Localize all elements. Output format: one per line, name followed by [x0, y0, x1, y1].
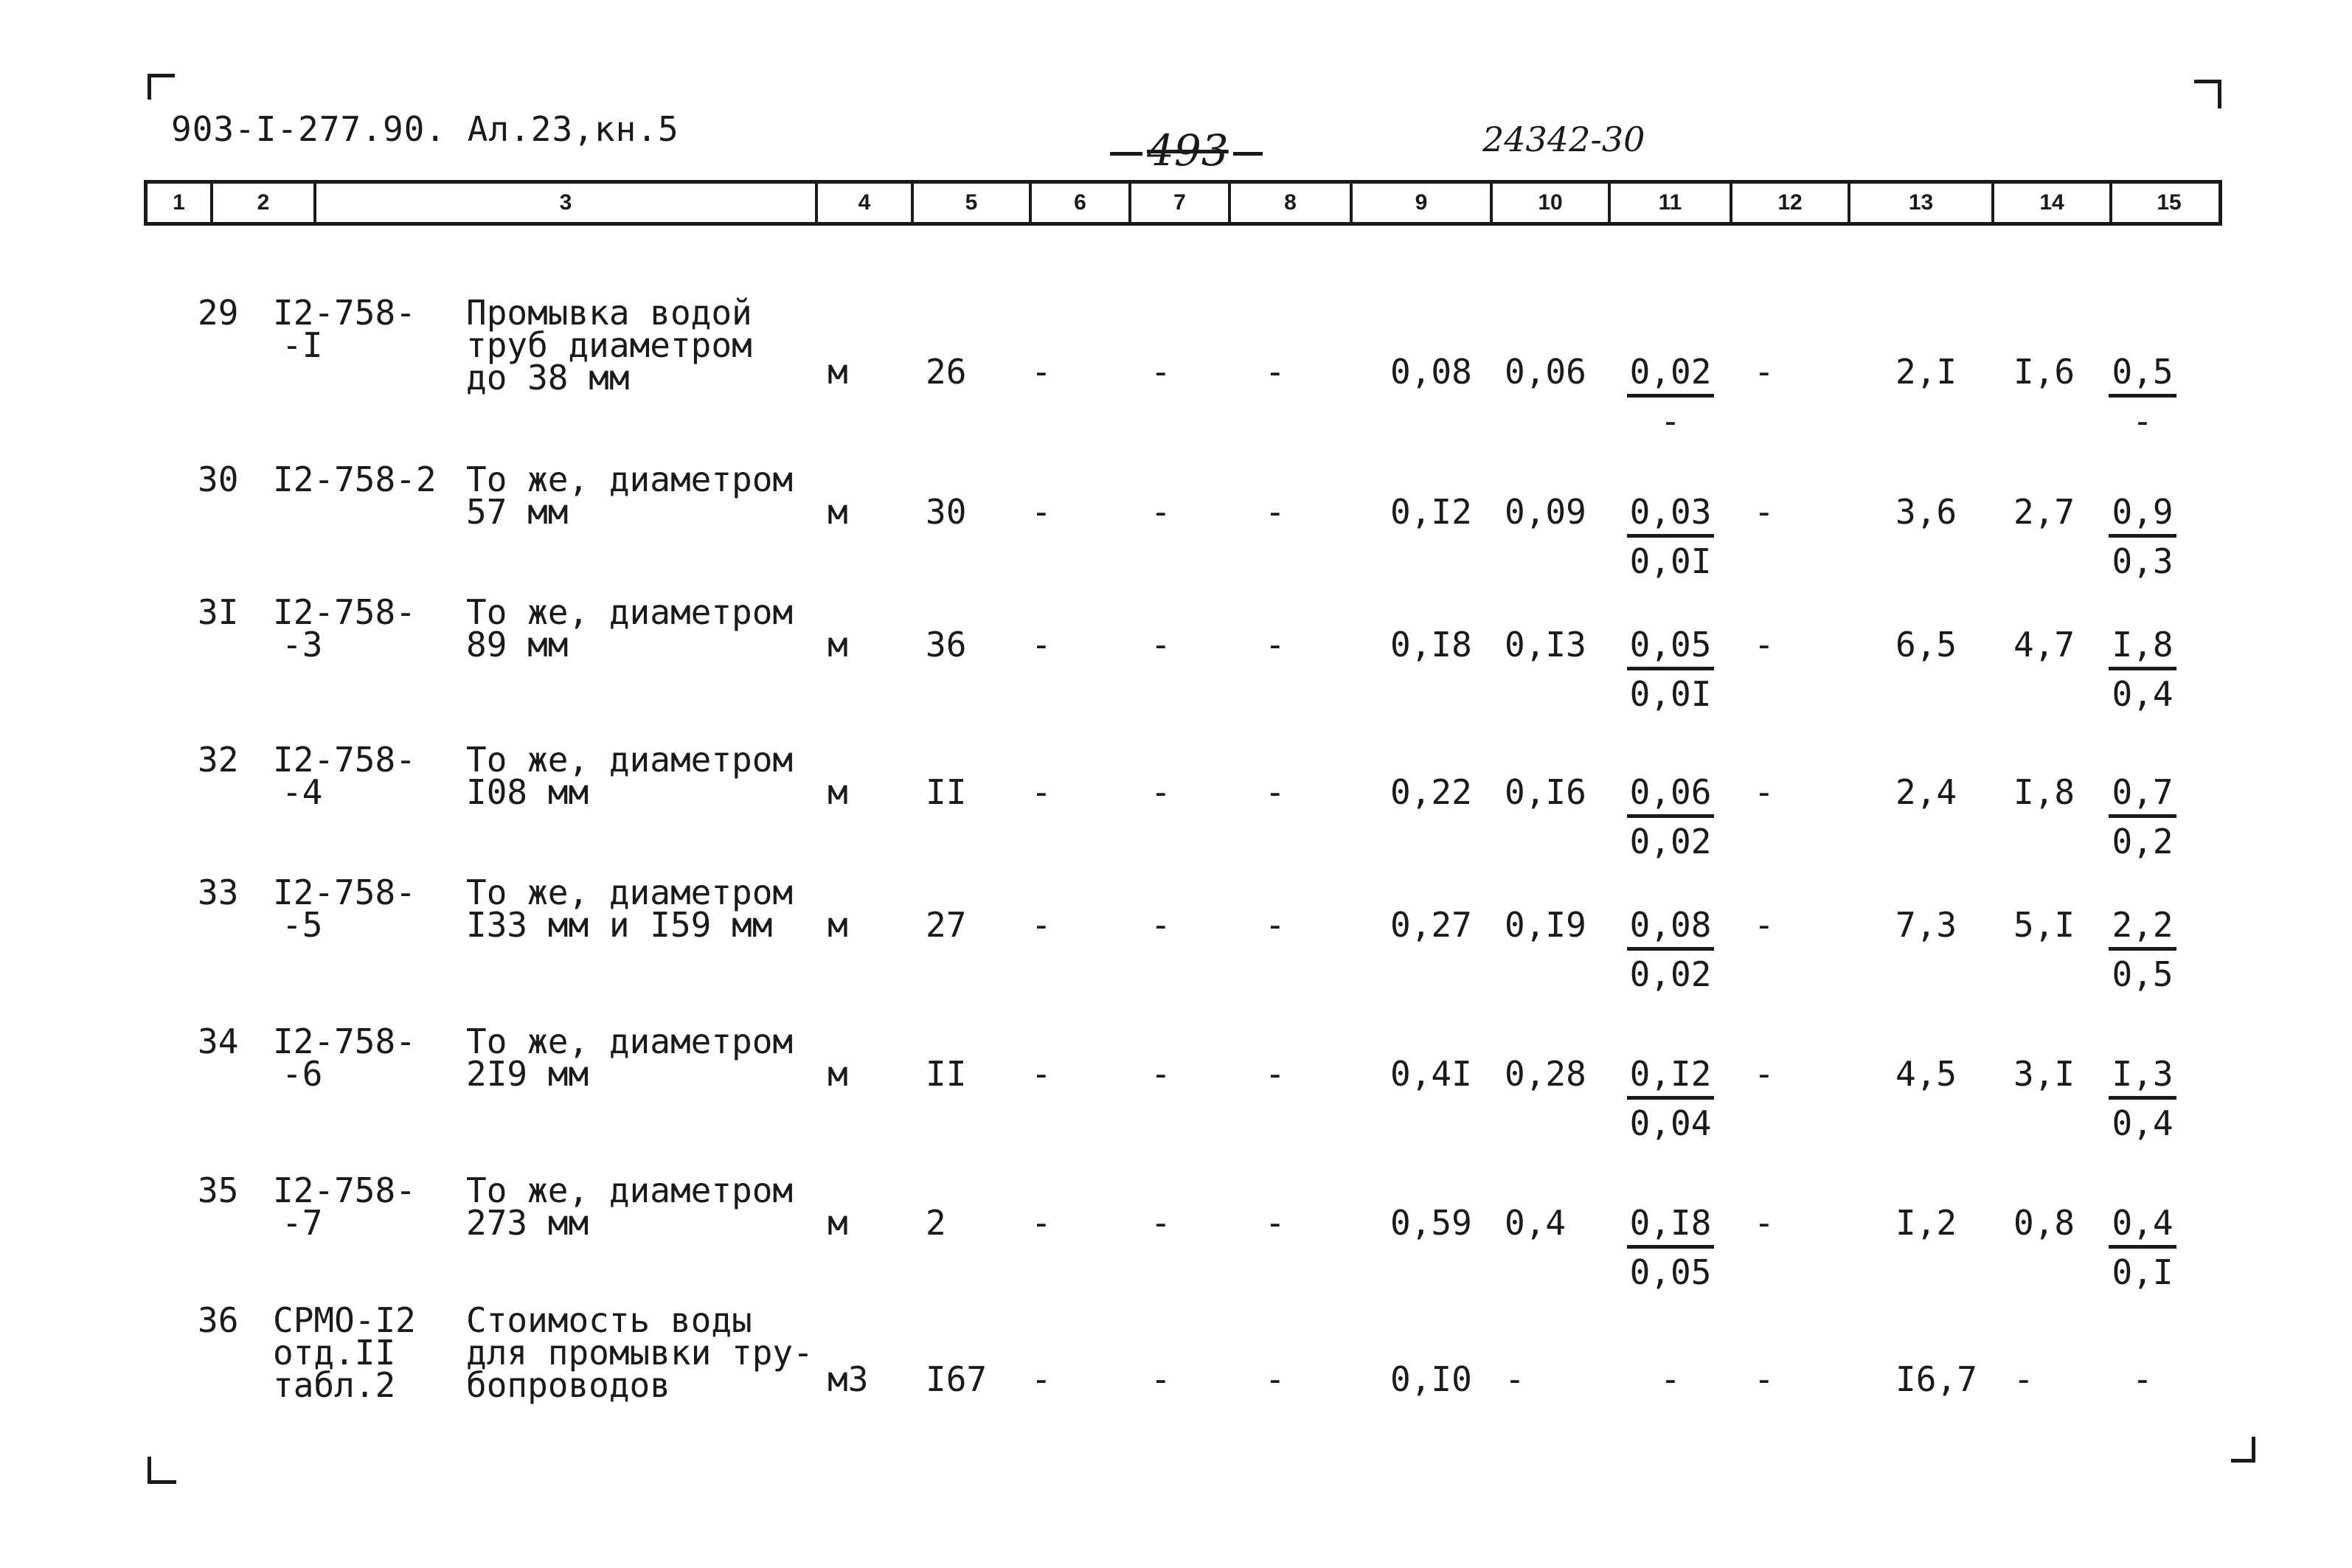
col-12-value: - [1754, 1054, 1775, 1094]
work-description-line: То же, диаметром [466, 1170, 794, 1210]
rate-code-line: I2-758- [273, 592, 416, 632]
row-number: 30 [198, 459, 239, 499]
col-9-value: 0,I8 [1390, 625, 1472, 665]
col-7-value: - [1151, 492, 1171, 532]
rate-code [273, 873, 416, 945]
unit-of-measure: м [828, 352, 848, 392]
col-12-value: - [1754, 492, 1775, 532]
unit-of-measure: м [828, 625, 848, 665]
col-15-fraction-numerator: I,3 [2109, 1058, 2176, 1100]
work-description-line: для промывки тру- [466, 1333, 814, 1373]
column-number-1: 1 [173, 190, 185, 215]
col-6-value: - [1031, 1203, 1052, 1243]
work-description [466, 1021, 794, 1094]
col-11-fraction-numerator: 0,I8 [1627, 1207, 1715, 1249]
work-description-line: То же, диаметром [466, 459, 794, 499]
col-7-value: - [1151, 905, 1171, 945]
col-9-value: 0,4I [1390, 1054, 1472, 1094]
work-description-line: 2I9 мм [466, 1054, 589, 1094]
rate-code [273, 740, 416, 812]
col-7-value: - [1151, 352, 1171, 392]
col-14-value: 4,7 [2013, 625, 2075, 665]
col-15-fraction [2061, 1054, 2224, 1143]
col-10-value: 0,06 [1505, 352, 1586, 392]
col-13-value: 2,I [1895, 352, 1957, 392]
col-14-value: 2,7 [2013, 492, 2075, 532]
col-15-fraction-numerator: - [2132, 1359, 2153, 1399]
col-15-fraction-denominator: - [2132, 401, 2153, 441]
col-11-fraction [1589, 772, 1752, 861]
col-15-fraction-denominator: 0,3 [2112, 541, 2174, 581]
col-6-value: - [1031, 1359, 1052, 1399]
col-11-fraction-numerator: 0,03 [1627, 496, 1715, 538]
rate-code [273, 293, 416, 365]
col-7-value: - [1151, 772, 1171, 812]
col-9-value: 0,I2 [1390, 492, 1472, 532]
col-8-value: - [1265, 1359, 1286, 1399]
col-13-value: I,2 [1895, 1203, 1957, 1243]
col-11-fraction [1589, 1359, 1752, 1409]
col-7-value: - [1151, 1054, 1171, 1094]
rate-code-line: СРМО-I2 [273, 1300, 416, 1340]
column-number-14: 14 [1991, 184, 2109, 222]
col-12-value: - [1754, 905, 1775, 945]
unit-of-measure: м [828, 492, 848, 532]
rate-code [273, 1021, 416, 1094]
column-number-6: 6 [1029, 184, 1128, 222]
col-9-value: 0,08 [1390, 352, 1472, 392]
unit-of-measure: м3 [828, 1359, 869, 1399]
work-description-line: труб диаметром [466, 325, 752, 365]
col-14-value: I,6 [2013, 352, 2075, 392]
col-6-value: - [1031, 772, 1052, 812]
work-description-line: Промывка водой [466, 293, 752, 333]
col-10-value: 0,I3 [1505, 625, 1586, 665]
col-11-fraction [1589, 625, 1752, 714]
column-number-13: 13 [1848, 184, 1991, 222]
col-15-fraction-denominator: 0,4 [2112, 674, 2174, 714]
rate-code-line: I2-758- [273, 873, 416, 912]
crop-mark-bottom-right [2231, 1437, 2255, 1463]
document-code: 24342-30 [1482, 119, 1645, 159]
col-13-value: 3,6 [1895, 492, 1957, 532]
col-15-fraction-denominator: 0,I [2112, 1252, 2174, 1292]
rate-code-line: -4 [282, 772, 323, 812]
work-description-line: до 38 мм [466, 358, 630, 398]
quantity: II [926, 772, 967, 812]
col-14-value: I,8 [2013, 772, 2075, 812]
rate-code [273, 1300, 416, 1405]
row-number: 35 [198, 1170, 239, 1210]
rate-code-line: -3 [282, 625, 323, 665]
col-10-value: - [1505, 1359, 1525, 1399]
column-number-10: 10 [1490, 184, 1608, 222]
col-14-value: 3,I [2013, 1054, 2075, 1094]
column-number-8: 8 [1228, 184, 1350, 222]
rate-code-line: I2-758- [273, 293, 416, 333]
row-number: 36 [198, 1300, 239, 1340]
col-11-fraction-numerator: 0,02 [1627, 355, 1715, 398]
col-6-value: - [1031, 905, 1052, 945]
col-6-value: - [1031, 352, 1052, 392]
col-7-value: - [1151, 1359, 1171, 1399]
col-15-fraction-denominator: 0,5 [2112, 954, 2174, 994]
rate-code-line: -7 [282, 1203, 323, 1243]
col-12-value: - [1754, 352, 1775, 392]
col-11-fraction-numerator: 0,05 [1627, 628, 1715, 670]
col-9-value: 0,27 [1390, 905, 1472, 945]
crop-mark-top-left [148, 74, 175, 100]
col-11-fraction-denominator [1589, 1401, 1752, 1409]
work-description [466, 1300, 814, 1405]
column-number-3: 3 [313, 184, 815, 222]
col-15-fraction-numerator: 0,5 [2109, 355, 2176, 398]
col-14-value: - [2013, 1359, 2034, 1399]
col-12-value: - [1754, 1203, 1775, 1243]
col-9-value: 0,I0 [1390, 1359, 1472, 1399]
rate-code-line: табл.2 [273, 1365, 396, 1405]
col-8-value: - [1265, 905, 1286, 945]
work-description [466, 293, 752, 398]
column-number-9: 9 [1350, 184, 1490, 222]
work-description-line: 89 мм [466, 625, 569, 665]
col-11-fraction [1589, 1054, 1752, 1143]
quantity: 30 [926, 492, 967, 532]
col-8-value: - [1265, 625, 1286, 665]
col-11-fraction [1589, 1203, 1752, 1292]
rate-code [273, 1170, 416, 1243]
col-12-value: - [1754, 772, 1775, 812]
col-6-value: - [1031, 625, 1052, 665]
col-7-value: - [1151, 1203, 1171, 1243]
column-number-7: 7 [1128, 184, 1228, 222]
col-15-fraction-denominator [2061, 1401, 2224, 1409]
work-description-line: Стоимость воды [466, 1300, 752, 1340]
col-10-value: 0,I9 [1505, 905, 1586, 945]
row-number: 29 [198, 293, 239, 333]
col-15-fraction [2061, 1359, 2224, 1409]
col-10-value: 0,4 [1505, 1203, 1567, 1243]
col-15-fraction [2061, 905, 2224, 994]
rate-code-line: отд.II [273, 1333, 396, 1373]
col-11-fraction-numerator: 0,I2 [1627, 1058, 1715, 1100]
col-8-value: - [1265, 352, 1286, 392]
col-11-fraction-numerator: 0,08 [1627, 909, 1715, 951]
column-number-12: 12 [1730, 184, 1848, 222]
quantity: I67 [926, 1359, 988, 1399]
rate-code-line: I2-758- [273, 740, 416, 780]
col-15-fraction-numerator: 2,2 [2109, 909, 2176, 951]
row-number: 32 [198, 740, 239, 780]
work-description-line: бопроводов [466, 1365, 670, 1405]
col-8-value: - [1265, 1054, 1286, 1094]
row-number: 33 [198, 873, 239, 912]
col-15-fraction-numerator: 0,7 [2109, 776, 2176, 818]
col-15-fraction [2061, 772, 2224, 861]
col-11-fraction-denominator: 0,0I [1629, 674, 1712, 714]
row-number: 3I [198, 592, 239, 632]
work-description [466, 740, 794, 812]
crop-mark-bottom-left [148, 1457, 176, 1484]
col-11-fraction-numerator: - [1660, 1359, 1681, 1399]
work-description-line: То же, диаметром [466, 592, 794, 632]
col-15-fraction-denominator: 0,2 [2112, 822, 2174, 861]
rate-code-line: -I [282, 325, 323, 365]
col-12-value: - [1754, 625, 1775, 665]
col-15-fraction-numerator: 0,9 [2109, 496, 2176, 538]
col-11-fraction-denominator: - [1660, 401, 1681, 441]
col-15-fraction-numerator: I,8 [2109, 628, 2176, 670]
col-15-fraction [2061, 492, 2224, 581]
rate-code-line: I2-758- [273, 1021, 416, 1061]
rate-code [273, 459, 437, 499]
col-13-value: 4,5 [1895, 1054, 1957, 1094]
quantity: 26 [926, 352, 967, 392]
column-number-bar [144, 180, 2222, 226]
work-description [466, 1170, 794, 1243]
quantity: 27 [926, 905, 967, 945]
work-description-line: I08 мм [466, 772, 589, 812]
work-description-line: I33 мм и I59 мм [466, 905, 773, 945]
unit-of-measure: м [828, 905, 848, 945]
column-number-11: 11 [1608, 184, 1730, 222]
column-number-15: 15 [2109, 184, 2226, 222]
col-8-value: - [1265, 772, 1286, 812]
rate-code-line: -5 [282, 905, 323, 945]
col-11-fraction-denominator: 0,04 [1629, 1103, 1712, 1143]
work-description [466, 592, 794, 665]
col-10-value: 0,I6 [1505, 772, 1586, 812]
col-14-value: 5,I [2013, 905, 2075, 945]
column-number-4: 4 [815, 184, 911, 222]
col-11-fraction [1589, 905, 1752, 994]
col-8-value: - [1265, 1203, 1286, 1243]
col-11-fraction-numerator: 0,06 [1627, 776, 1715, 818]
col-13-value: 6,5 [1895, 625, 1957, 665]
col-10-value: 0,09 [1505, 492, 1586, 532]
col-9-value: 0,22 [1390, 772, 1472, 812]
col-13-value: I6,7 [1895, 1359, 1977, 1399]
col-11-fraction [1589, 352, 1752, 441]
work-description [466, 459, 794, 532]
col-9-value: 0,59 [1390, 1203, 1472, 1243]
col-15-fraction [2061, 352, 2224, 441]
work-description-line: То же, диаметром [466, 740, 794, 780]
col-6-value: - [1031, 492, 1052, 532]
col-7-value: - [1151, 625, 1171, 665]
rate-code-line: -6 [282, 1054, 323, 1094]
col-8-value: - [1265, 492, 1286, 532]
quantity: 2 [926, 1203, 946, 1243]
col-15-fraction-denominator: 0,4 [2112, 1103, 2174, 1143]
col-6-value: - [1031, 1054, 1052, 1094]
rate-code-line: I2-758-2 [273, 459, 437, 499]
col-11-fraction-denominator: 0,02 [1629, 954, 1712, 994]
document-reference: 903-I-277.90. Ал.23,кн.5 [171, 109, 679, 149]
work-description-line: То же, диаметром [466, 873, 794, 912]
rate-code [273, 592, 416, 665]
rate-code-line: I2-758- [273, 1170, 416, 1210]
col-14-value: 0,8 [2013, 1203, 2075, 1243]
col-10-value: 0,28 [1505, 1054, 1586, 1094]
crop-mark-top-right [2194, 80, 2221, 108]
page-number: 493 [1110, 125, 1263, 176]
col-13-value: 2,4 [1895, 772, 1957, 812]
work-description [466, 873, 794, 945]
col-13-value: 7,3 [1895, 905, 1957, 945]
quantity: 36 [926, 625, 967, 665]
unit-of-measure: м [828, 1203, 848, 1243]
unit-of-measure: м [828, 772, 848, 812]
col-11-fraction-denominator: 0,02 [1629, 822, 1712, 861]
col-15-fraction-numerator: 0,4 [2109, 1207, 2176, 1249]
row-number: 34 [198, 1021, 239, 1061]
col-11-fraction [1589, 492, 1752, 581]
col-12-value: - [1754, 1359, 1775, 1399]
col-15-fraction [2061, 625, 2224, 714]
work-description-line: То же, диаметром [466, 1021, 794, 1061]
col-15-fraction [2061, 1203, 2224, 1292]
column-number-5: 5 [911, 184, 1029, 222]
col-11-fraction-denominator: 0,0I [1629, 541, 1712, 581]
unit-of-measure: м [828, 1054, 848, 1094]
work-description-line: 57 мм [466, 492, 569, 532]
col-11-fraction-denominator: 0,05 [1629, 1252, 1712, 1292]
work-description-line: 273 мм [466, 1203, 589, 1243]
quantity: II [926, 1054, 967, 1094]
column-number-2: 2 [210, 184, 313, 222]
